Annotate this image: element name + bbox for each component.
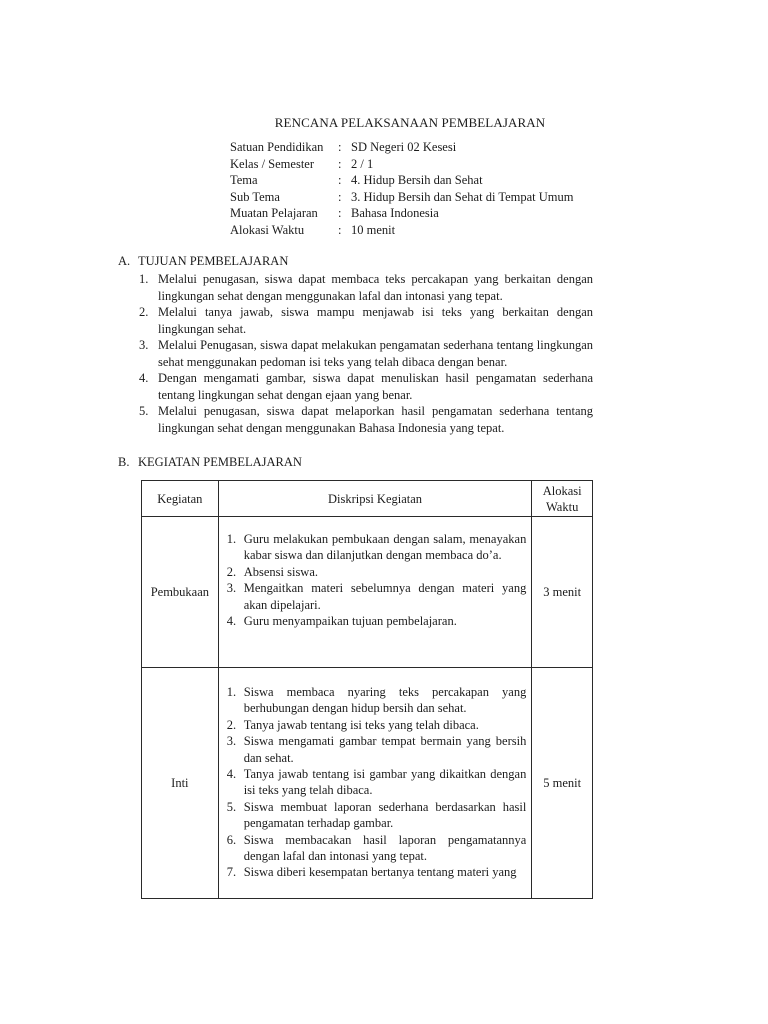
step-number: 3. <box>226 581 237 596</box>
steps-list <box>227 684 527 881</box>
identity-colon: : <box>338 173 342 188</box>
identity-value: 10 menit <box>351 222 396 237</box>
step-number: 2. <box>226 564 237 579</box>
step-number: 6. <box>226 832 237 847</box>
section-title: TUJUAN PEMBELAJARAN <box>138 254 289 268</box>
section-letter: A. <box>118 254 131 268</box>
identity-label: Satuan Pendidikan <box>230 140 324 154</box>
step-text: Siswa membacakan hasil laporan pengamatannya dengan lafal dan intonasi yang tepat. <box>243 832 527 864</box>
header-alokasi-waktu <box>532 481 593 517</box>
item-number: 2. <box>139 305 149 319</box>
list-item <box>227 717 527 733</box>
header-waktu-line1: Alokasi <box>542 483 582 498</box>
steps-list <box>227 531 527 629</box>
item-text: Melalui penugasan, siswa dapat melaporkan hasil pengamatan sederhana tentang lingkungan sehat dengan menggunakan Bahasa Indonesia yang tepat. <box>158 404 593 435</box>
identity-row-satuan-pendidikan <box>230 139 573 156</box>
item-number: 4. <box>139 371 149 385</box>
list-item <box>139 304 593 337</box>
step-text: Siswa membuat laporan sederhana berdasarkan hasil pengamatan terhadap gambar. <box>243 799 527 831</box>
identity-label: Kelas / Semester <box>230 156 315 171</box>
step-text: Tanya jawab tentang isi gambar yang dikaitkan dengan isi teks yang telah dibaca. <box>243 767 527 798</box>
item-text: Melalui penugasan, siswa dapat membaca teks percakapan yang berkaitan dengan lingkungan sehat dengan menggunakan lafal dan intonasi yang tepat. <box>158 272 593 303</box>
deskripsi-cell <box>218 668 532 899</box>
document-title: RENCANA PELAKSANAAN PEMBELAJARAN <box>274 115 546 130</box>
step-number: 4. <box>226 767 237 782</box>
step-text: Siswa diberi kesempatan bertanya tentang materi yang <box>243 865 517 880</box>
item-number: 3. <box>139 338 149 352</box>
step-number: 4. <box>226 614 237 629</box>
header-kegiatan: Kegiatan <box>142 481 219 517</box>
table-row <box>142 517 593 668</box>
kegiatan-cell: Pembukaan <box>142 517 219 668</box>
step-text: Mengaitkan materi sebelumnya dengan materi yang akan dipelajari. <box>243 581 527 612</box>
step-text: Siswa mengamati gambar tempat bermain yang bersih dan sehat. <box>243 734 527 765</box>
identity-label: Sub Tema <box>230 189 280 204</box>
list-item <box>139 403 593 436</box>
item-number: 5. <box>139 404 149 418</box>
list-item <box>227 580 527 613</box>
list-item <box>227 832 527 865</box>
list-item <box>227 531 527 564</box>
activities-table <box>141 480 593 899</box>
list-item <box>227 564 527 580</box>
step-number: 2. <box>226 717 237 732</box>
step-text: Guru menyampaikan tujuan pembelajaran. <box>243 614 457 629</box>
step-text: Guru melakukan pembukaan dengan salam, menayakan kabar siswa dan dilanjutkan dengan membaca do’a. <box>243 532 527 563</box>
identity-value: Bahasa Indonesia <box>351 206 439 221</box>
identity-value: SD Negeri 02 Kesesi <box>351 140 457 154</box>
step-number: 1. <box>226 532 237 546</box>
table-header-row <box>142 481 593 517</box>
list-item <box>227 613 527 629</box>
section-title: KEGIATAN PEMBELAJARAN <box>138 455 302 469</box>
identity-label: Alokasi Waktu <box>230 222 305 237</box>
section-b-heading <box>118 455 302 470</box>
identity-row-sub-tema <box>230 189 573 206</box>
list-item <box>227 799 527 832</box>
list-item <box>227 864 527 880</box>
identity-row-muatan-pelajaran <box>230 205 573 222</box>
step-number: 1. <box>226 685 237 699</box>
steps-clip <box>227 684 527 882</box>
list-item <box>139 337 593 370</box>
header-waktu-line2: Waktu <box>546 499 579 514</box>
step-number: 7. <box>226 865 237 880</box>
step-text: Siswa membaca nyaring teks percakapan yang berhubungan dengan hidup bersih dan sehat. <box>243 685 527 716</box>
waktu-cell: 5 menit <box>532 668 593 899</box>
identity-row-kelas-semester <box>230 156 573 173</box>
identity-colon: : <box>338 189 342 204</box>
identity-value: 4. Hidup Bersih dan Sehat <box>351 173 483 188</box>
step-number: 3. <box>226 734 237 749</box>
identity-block <box>230 139 573 239</box>
identity-colon: : <box>338 140 342 154</box>
identity-label: Tema <box>230 173 258 188</box>
table-row <box>142 668 593 899</box>
item-number: 1. <box>139 272 149 286</box>
step-text: Tanya jawab tentang isi teks yang telah dibaca. <box>243 717 479 732</box>
step-text: Absensi siswa. <box>243 564 319 579</box>
list-item <box>227 733 527 766</box>
list-item <box>227 766 527 799</box>
item-text: Melalui tanya jawab, siswa mampu menjawab isi teks yang berkaitan dengan lingkungan sehat. <box>158 305 593 336</box>
item-text: Melalui Penugasan, siswa dapat melakukan pengamatan sederhana tentang lingkungan sehat menggunakan pedoman isi teks yang telah dibaca dengan benar. <box>158 338 593 369</box>
objectives-list <box>139 271 593 436</box>
list-item <box>139 370 593 403</box>
kegiatan-cell: Inti <box>142 668 219 899</box>
identity-row-alokasi-waktu <box>230 222 573 239</box>
item-text: Dengan mengamati gambar, siswa dapat menuliskan hasil pengamatan sederhana tentang lingkungan sehat dengan ejaan yang benar. <box>158 371 593 402</box>
identity-label: Muatan Pelajaran <box>230 206 318 221</box>
section-letter: B. <box>118 455 130 469</box>
list-item <box>227 684 527 717</box>
header-deskripsi: Diskripsi Kegiatan <box>218 481 532 517</box>
list-item <box>139 271 593 304</box>
section-a-heading <box>118 254 288 269</box>
identity-row-tema <box>230 172 573 189</box>
identity-value: 3. Hidup Bersih dan Sehat di Tempat Umum <box>351 189 574 204</box>
waktu-cell: 3 menit <box>532 517 593 668</box>
step-number: 5. <box>226 799 237 814</box>
identity-value: 2 / 1 <box>351 156 374 171</box>
deskripsi-cell <box>218 517 532 668</box>
identity-colon: : <box>338 222 342 237</box>
identity-colon: : <box>338 206 342 221</box>
identity-colon: : <box>338 156 342 171</box>
